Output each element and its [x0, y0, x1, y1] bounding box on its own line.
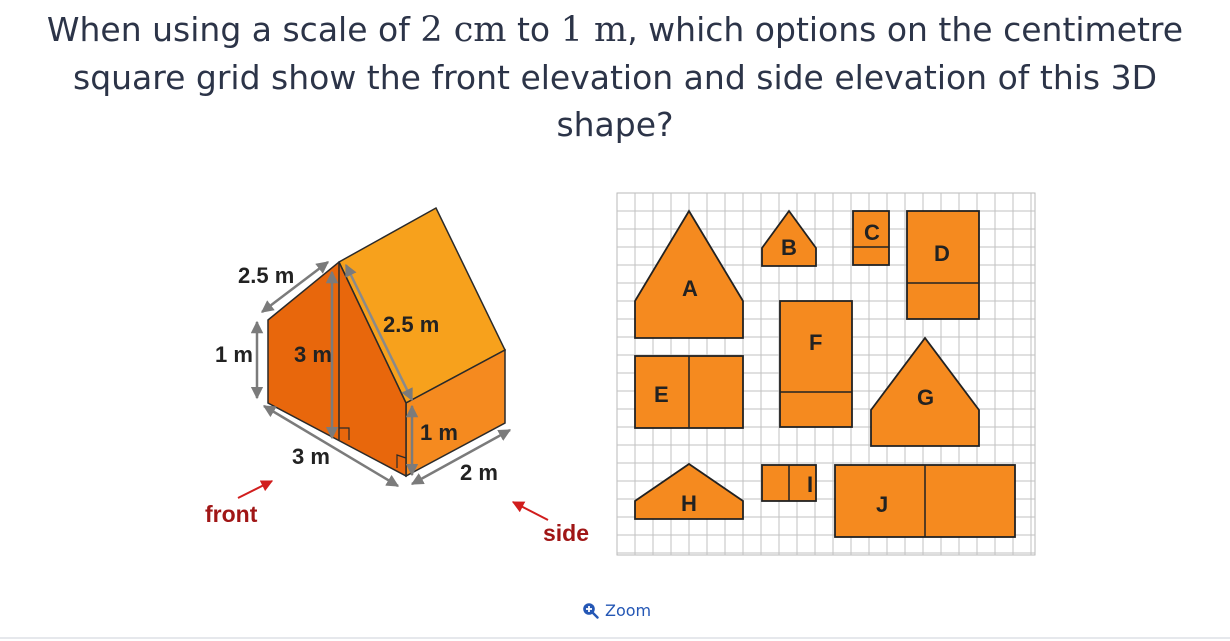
front-arrow: [238, 481, 272, 498]
scale-m: 1 m: [560, 10, 628, 50]
bottom-divider: [0, 637, 1230, 639]
label-left-height: 1 m: [215, 342, 253, 367]
option-e-shape[interactable]: [635, 356, 743, 428]
option-e-label: E: [654, 382, 669, 407]
option-j-shape[interactable]: [835, 465, 1015, 537]
centimetre-grid: [617, 193, 1035, 555]
option-d-label: D: [934, 241, 950, 266]
scale-cm: 2 cm: [420, 10, 507, 50]
label-height: 3 m: [294, 342, 332, 367]
label-slant-length: 2.5 m: [383, 312, 440, 337]
option-i-label: I: [807, 472, 814, 497]
label-base-width: 3 m: [292, 444, 330, 469]
zoom-button[interactable]: [578, 599, 655, 622]
option-b-label: B: [781, 235, 797, 260]
side-arrow: [513, 502, 548, 520]
3d-shape: [205, 208, 589, 546]
label-front: front: [205, 501, 258, 527]
option-h-label: H: [681, 491, 697, 516]
label-top-length: 2.5 m: [238, 263, 295, 288]
question-text: When using a scale of 2 cm to 1 m, which options on the centimetre square grid show the front elevation and side elevation of this 3D shape?: [46, 10, 1184, 144]
option-d-shape[interactable]: [907, 211, 979, 319]
option-f-shape[interactable]: [780, 301, 852, 427]
label-front-edge: 1 m: [420, 420, 458, 445]
option-j-label: J: [876, 492, 889, 517]
option-a-label: A: [682, 276, 698, 301]
option-f-label: F: [809, 330, 823, 355]
option-g-label: G: [917, 385, 935, 410]
option-i-shape[interactable]: [762, 465, 816, 501]
zoom-in-icon: [582, 602, 599, 619]
option-c-shape[interactable]: [853, 211, 889, 265]
label-side: side: [543, 520, 590, 546]
option-c-label: C: [864, 220, 880, 245]
label-depth: 2 m: [460, 460, 498, 485]
zoom-label: Zoom: [605, 601, 652, 620]
